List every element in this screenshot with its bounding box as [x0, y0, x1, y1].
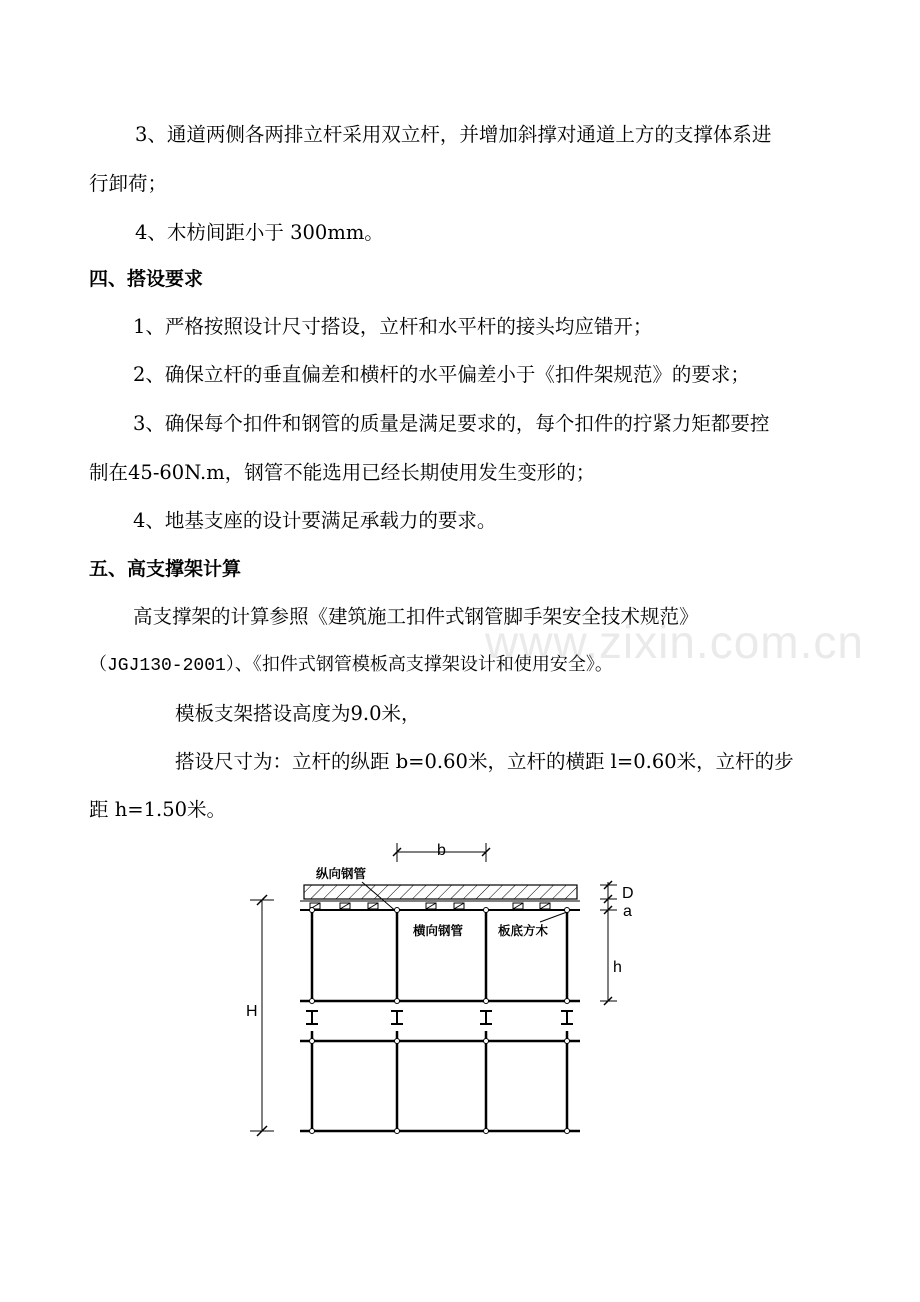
label-H: H [246, 1003, 258, 1020]
lower-nodes [310, 1039, 570, 1134]
section-heading-5: 五、高支撑架计算 [89, 558, 242, 580]
paragraph-line-4: 1、严格按照设计尺寸搭设，立杆和水平杆的接头均应错开； [133, 315, 653, 338]
paragraph-line-10: （JGJ130-2001）、《扣件式钢管模板高支撑架设计和使用安全》。 [89, 656, 613, 676]
paragraph-line-2: 行卸荷； [89, 172, 168, 195]
paragraph-line-5: 2、确保立杆的垂直偏差和横杆的水平偏差小于《扣件架规范》的要求； [133, 363, 750, 386]
break-symbols [306, 1011, 573, 1024]
paragraph-line-11: 模板支架搭设高度为9.0米， [175, 702, 421, 725]
paragraph-line-3: 4、木枋间距小于 300mm。 [135, 221, 384, 244]
paragraph-line-13: 距 h=1.50米。 [89, 798, 227, 821]
paragraph-line-9: 高支撑架的计算参照《建筑施工扣件式钢管脚手架安全技术规范》 [133, 605, 699, 628]
paragraph-line-8: 4、地基支座的设计要满足承载力的要求。 [133, 509, 497, 532]
board-timbers [310, 903, 550, 909]
slab-board [304, 885, 577, 899]
label-h: h [613, 959, 622, 976]
dimension-right [600, 881, 617, 1005]
leader-line-timber [540, 912, 567, 922]
label-transverse-pipe: 横向钢管 [413, 923, 464, 938]
label-longitudinal-pipe: 纵向钢管 [316, 866, 367, 881]
label-board-timber: 板底方木 [498, 923, 549, 938]
label-D: D [622, 885, 634, 902]
paragraph-line-1: 3、通道两侧各两排立杆采用双立杆，并增加斜撑对通道上方的支撑体系进 [135, 123, 772, 146]
label-b: b [437, 842, 446, 859]
paragraph-line-7: 制在45-60N.m，钢管不能选用已经长期使用发生变形的； [89, 461, 596, 484]
vertical-poles-bottom [312, 1031, 567, 1131]
section-heading-4: 四、搭设要求 [89, 268, 204, 290]
paragraph-line-6: 3、确保每个扣件和钢管的质量是满足要求的，每个扣件的拧紧力矩都要控 [133, 412, 770, 435]
watermark: www.zixin.com.cn [485, 616, 864, 668]
paragraph-line-12: 搭设尺寸为：立杆的纵距 b=0.60米，立杆的横距 l=0.60米，立杆的步 [175, 750, 794, 773]
label-a: a [623, 903, 632, 920]
